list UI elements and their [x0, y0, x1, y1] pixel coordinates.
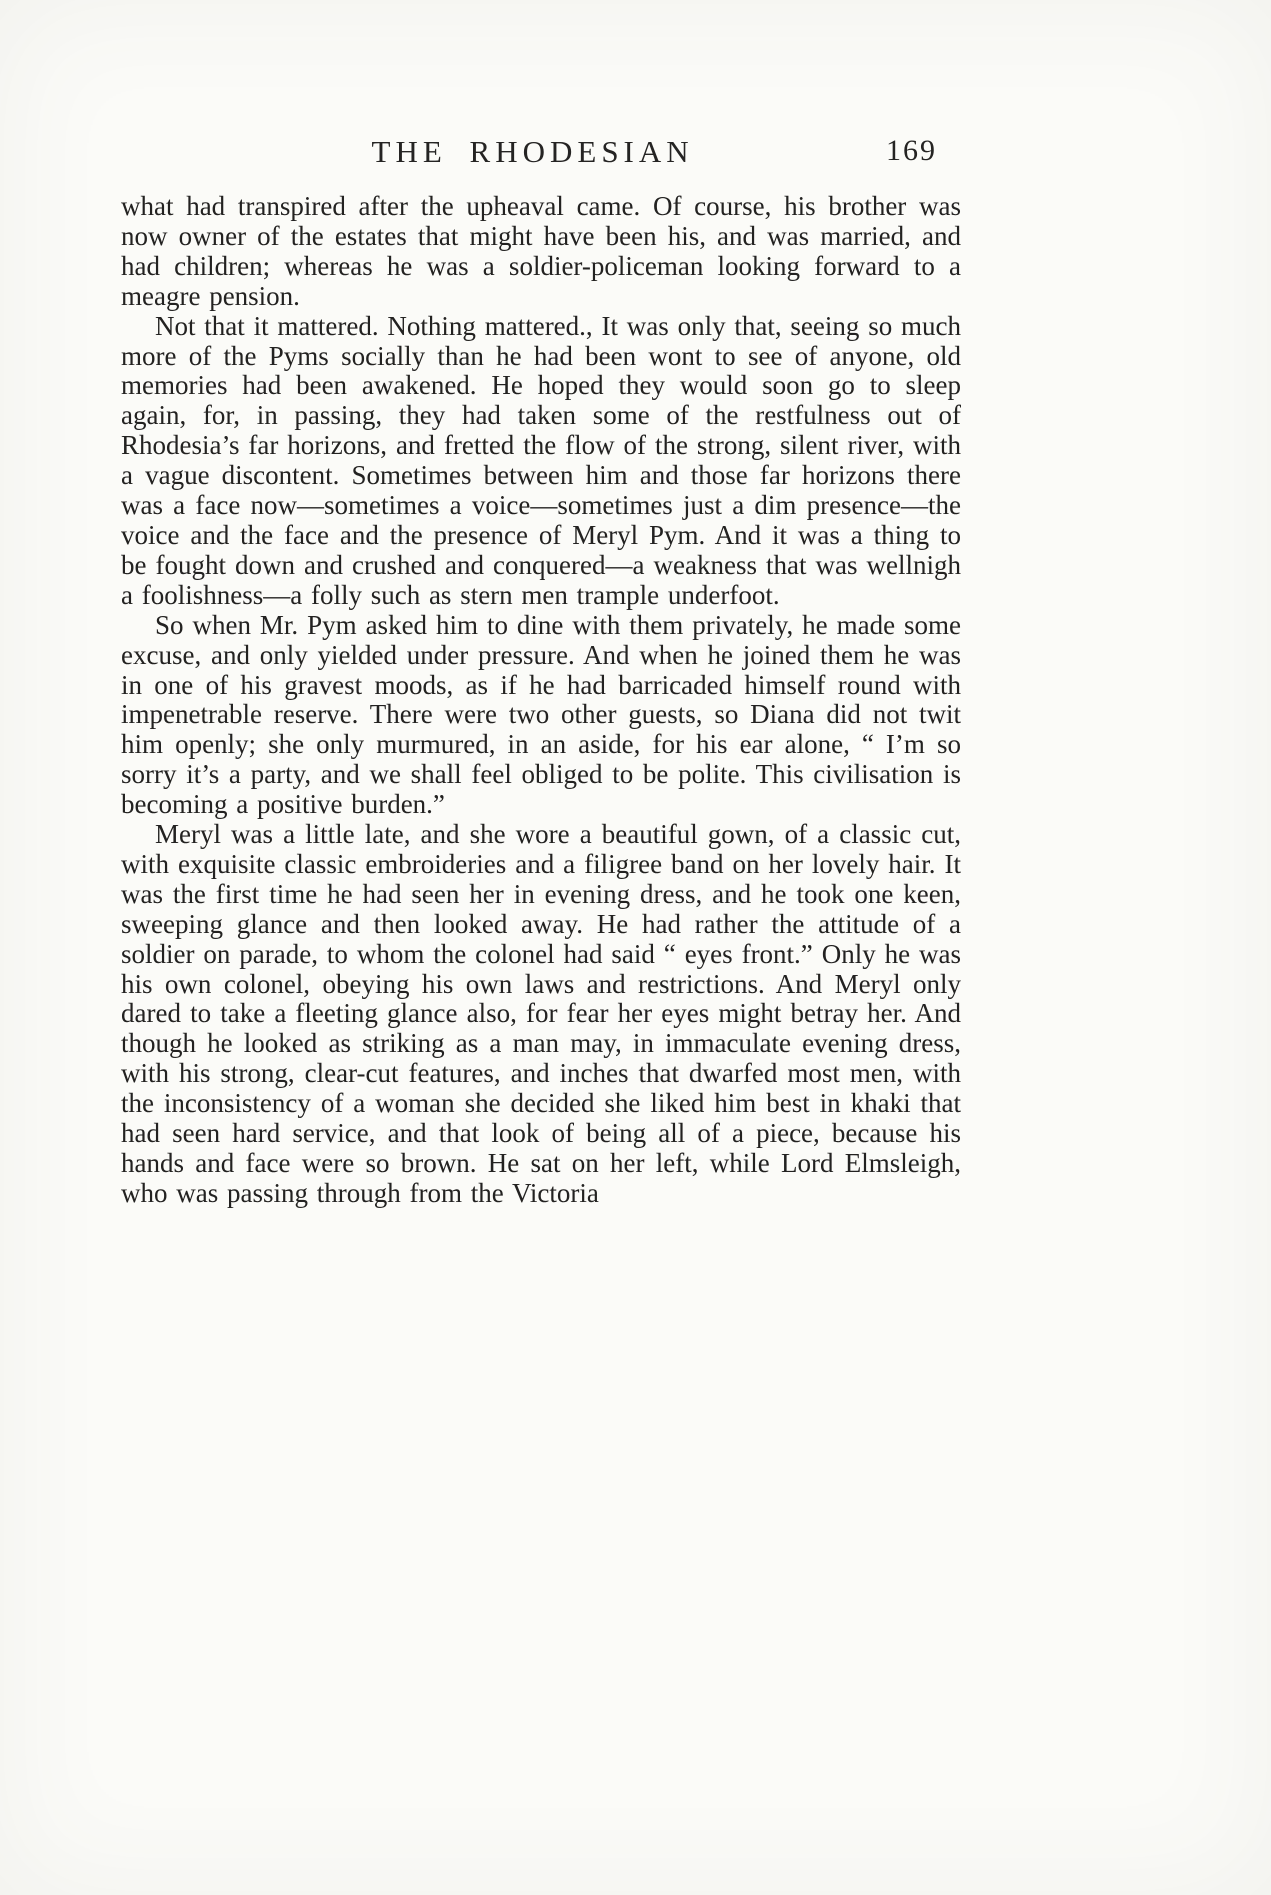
paragraph: what had transpired after the upheaval came. Of course, his brother was now owner of the estates that might have been his, and was married, and had children; whereas he was a soldier-policeman looking forward to a meagre pension. [121, 191, 961, 311]
paragraph: Not that it mattered. Nothing mattered., It was only that, seeing so much more of the Pyms socially than he had been wont to see of anyone, old memories had been awakened. He hoped they would soon go to sleep again, for, in passing, they had taken some of the restfulness out of Rhodesia’s far horizons, and fretted the flow of the strong, silent river, with a vague discontent. Sometimes between him and those far horizons there was a face now—sometimes a voice—sometimes just a dim presence—the voice and the face and the presence of Meryl Pym. And it was a thing to be fought down and crushed and conquered—a weakness that was wellnigh a foolishness—a folly such as stern men trample underfoot. [121, 310, 961, 610]
body-copy [121, 192, 961, 1209]
paragraph: Meryl was a little late, and she wore a beautiful gown, of a classic cut, with exquisite classic embroideries and a filigree band on her lovely hair. It was the first time he had seen her in evening dress, and he took one keen, sweeping glance and then looked away. He had rather the attitude of a soldier on parade, to whom the colonel had said “ eyes front.” Only he was his own colonel, obeying his own laws and restrictions. And Meryl only dared to take a fleeting glance also, for fear her eyes might betray her. And though he looked as striking as a man may, in immaculate evening dress, with his strong, clear-cut features, and inches that dwarfed most men, with the inconsistency of a woman she decided she liked him best in khaki that had seen hard service, and that look of being all of a piece, because his hands and face were so brown. He sat on her left, while Lord Elmsleigh, who was passing through from the Victoria [121, 819, 961, 1208]
running-header-title: THE RHODESIAN [371, 134, 694, 169]
running-header [121, 134, 961, 176]
page-number: 169 [886, 134, 937, 167]
text-area [121, 134, 961, 1209]
paragraph: So when Mr. Pym asked him to dine with them privately, he made some excuse, and only yielded under pressure. And when he joined them he was in one of his gravest moods, as if he had barricaded himself round with impenetrable reserve. There were two other guests, so Diana did not twit him openly; she only murmured, in an aside, for his ear alone, “ I’m so sorry it’s a party, and we shall feel obliged to be polite. This civilisation is becoming a positive burden.” [121, 609, 961, 820]
